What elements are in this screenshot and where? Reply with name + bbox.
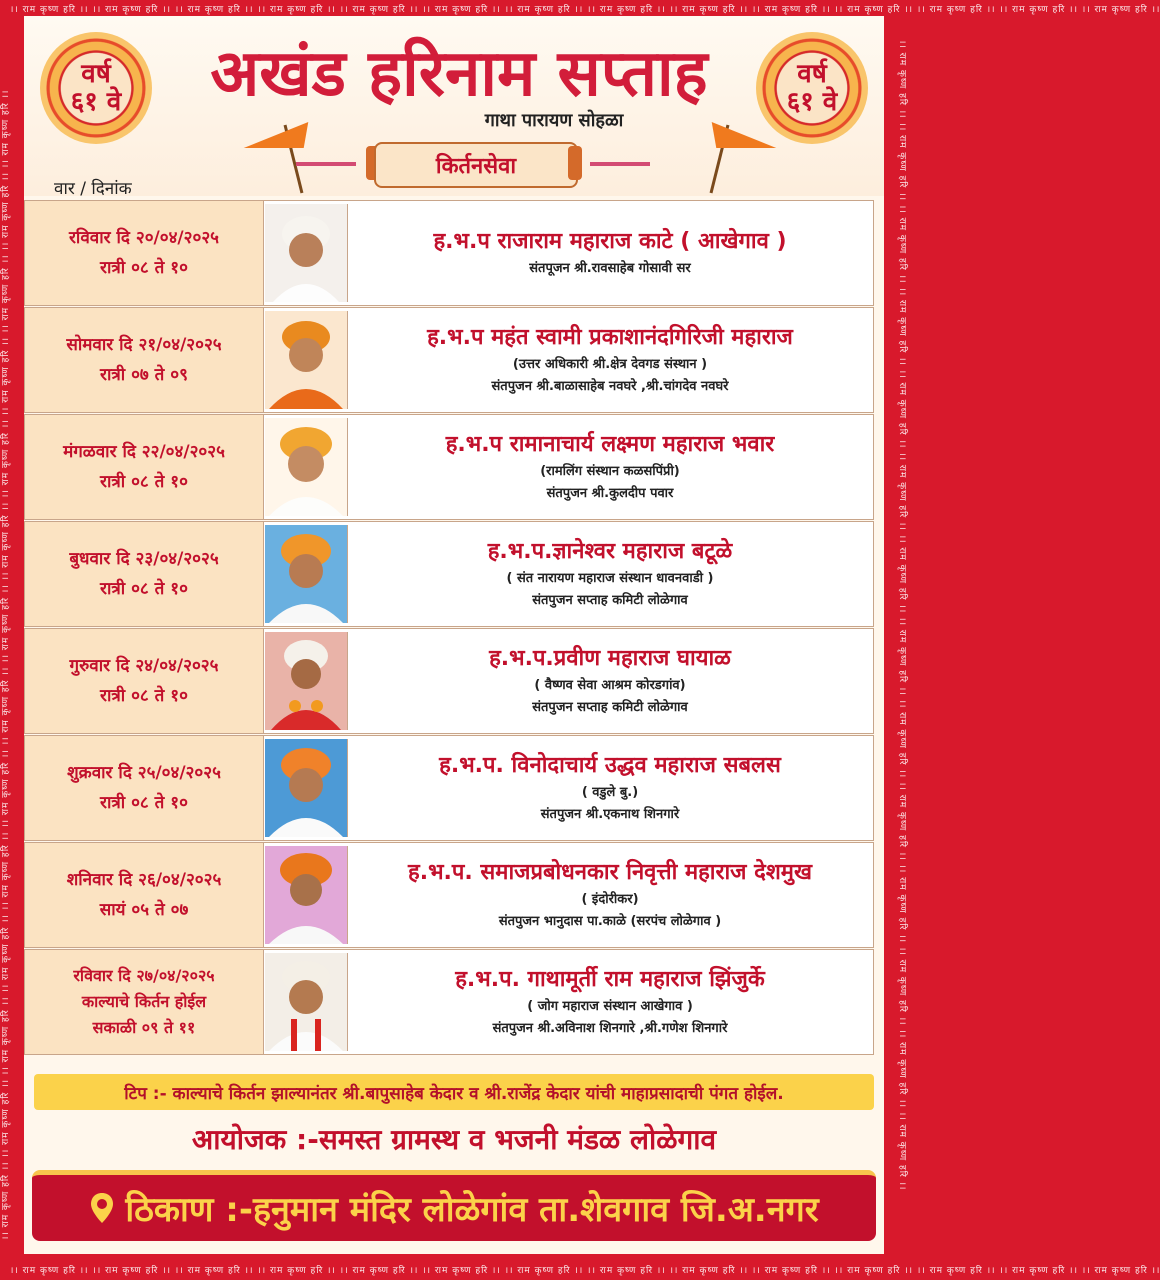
border-text-bottom: ।। राम कृष्ण हरि ।। ।। राम कृष्ण हरि ।। ।। राम कृष्ण हरि ।। ।। राम कृष्ण हरि ।। ।। राम कृष्ण हरि ।। ।। राम कृष्ण हरि ।। ।। राम कृष्ण हरि ।। ।। राम कृष्ण हरि ।। ।। राम कृष्ण हरि ।। ।। राम कृष्ण हरि ।। ।। राम कृष्ण हरि ।। ।। राम कृष्ण हरि ।। ।। राम कृष्ण हरि ।। ।। राम कृष्ण हरि ।।: [10, 1266, 1160, 1276]
speaker-info: [349, 522, 871, 626]
pujan-line: संतपुजन श्री.कुलदीप पवार: [546, 486, 674, 501]
speaker-name: ह.भ.प रामानाचार्य लक्ष्मण महाराज भवार: [445, 432, 775, 457]
venue-text: ठिकाण :-हनुमान मंदिर लोळेगांव ता.शेवगाव जि.अ.नगर: [125, 1190, 819, 1230]
day-date: रविवार दि २०/०४/२०२५: [68, 228, 220, 248]
sanstha-line: (उत्तर अधिकारी श्री.क्षेत्र देवगड संस्थान ): [512, 357, 708, 372]
pujan-line: संतपुजन भानुदास पा.काळे (सरपंच लोळेगाव ): [498, 914, 722, 929]
venue-banner: [32, 1170, 876, 1241]
badge-line2: ६१ वे: [786, 87, 838, 117]
speaker-info: [349, 736, 871, 840]
speaker-name: ह.भ.प. विनोदाचार्य उद्धव महाराज सबलस: [439, 753, 781, 778]
schedule-row: [24, 842, 874, 948]
day-date: शनिवार दि २६/०४/२०२५: [66, 870, 222, 890]
speaker-photo: [265, 632, 348, 730]
sanstha-line: ( जोग महाराज संस्थान आखेगाव ): [527, 999, 693, 1014]
schedule-row: [24, 949, 874, 1055]
schedule-row: [24, 307, 874, 413]
schedule-row: [24, 735, 874, 841]
kirtan-seva-scroll: [374, 142, 578, 188]
scroll-end-right: [568, 146, 582, 180]
time: रात्री ०८ ते १०: [100, 472, 188, 492]
pujan-line: संतपुजन श्री.बाळासाहेब नवघरे ,श्री.चांगदेव नवघरे: [491, 379, 729, 394]
speaker-photo: [265, 204, 348, 302]
time: काल्याचे किर्तन होईल: [81, 992, 207, 1011]
speaker-name: ह.भ.प. गाथामूर्ती राम महाराज झिंजुर्के: [455, 967, 765, 992]
day-date: शुक्रवार दि २५/०४/२०२५: [67, 763, 221, 783]
speaker-photo: [265, 953, 348, 1051]
speaker-info: [349, 201, 871, 305]
pujan-line: संतपुजन सप्ताह कमिटी लोळेगाव: [532, 593, 688, 608]
day-date: सोमवार दि २१/०४/२०२५: [66, 335, 222, 355]
divider-right: [590, 162, 650, 166]
time-extra: सकाळी ०९ ते ११: [92, 1018, 196, 1037]
time: रात्री ०८ ते १०: [100, 579, 188, 599]
day-date: गुरुवार दि २४/०४/२०२५: [69, 656, 219, 676]
speaker-info: [349, 415, 871, 519]
speaker-info: [349, 629, 871, 733]
organizer-line: आयोजक :-समस्त ग्रामस्थ व भजनी मंडळ लोळेगाव: [191, 1123, 717, 1156]
badge-line1: वर्ष: [797, 59, 827, 89]
date-column-header: वार / दिनांक: [54, 179, 132, 199]
day-date: रविवार दि २७/०४/२०२५: [73, 966, 215, 985]
note-banner: टिप :- काल्याचे किर्तन झाल्यानंतर श्री.बापुसाहेब केदार व श्री.राजेंद्र केदार यांची माहाप्रसादाची पंगत होईल.: [34, 1074, 874, 1110]
time: रात्री ०८ ते १०: [100, 686, 188, 706]
pujan-line: संतपुजन श्री.अविनाश शिनगारे ,श्री.गणेश शिनगारे: [492, 1021, 728, 1036]
page-title: अखंड हरिनाम सप्ताह: [210, 36, 708, 111]
border-text-left: ।। राम कृष्ण हरि ।। ।। राम कृष्ण हरि ।। ।। राम कृष्ण हरि ।। ।। राम कृष्ण हरि ।। ।। राम कृष्ण हरि ।। ।। राम कृष्ण हरि ।। ।। राम कृष्ण हरि ।। ।। राम कृष्ण हरि ।। ।। राम कृष्ण हरि ।। ।। राम कृष्ण हरि ।। ।। राम कृष्ण हरि ।। ।। राम कृष्ण हरि ।। ।। राम कृष्ण हरि ।। ।। राम कृष्ण हरि ।।: [1, 89, 11, 1240]
date-cell: [25, 201, 264, 305]
time: रात्री ०७ ते ०९: [100, 365, 188, 385]
sanstha-line: ( वडुले बु.): [581, 785, 639, 800]
badge-line1: वर्ष: [81, 59, 111, 89]
pujan-line: संतपुजन श्री.एकनाथ शिनगारे: [540, 807, 680, 822]
speaker-name: ह.भ.प महंत स्वामी प्रकाशानंदगिरिजी महाराज: [427, 325, 793, 350]
sanstha-line: (रामलिंग संस्थान कळसपिंप्री): [540, 464, 680, 479]
time: सायं ०५ ते ०७: [99, 900, 189, 920]
page-subtitle: गाथा पारायण सोहळा: [484, 110, 624, 131]
year-badge-left: [40, 32, 152, 144]
saffron-flag-left-icon: [244, 122, 309, 148]
sanstha-line: ( संत नारायण महाराज संस्थान धावनवाडी ): [506, 571, 714, 586]
speaker-info: [349, 843, 871, 947]
border-text-top: ।। राम कृष्ण हरि ।। ।। राम कृष्ण हरि ।। ।। राम कृष्ण हरि ।। ।। राम कृष्ण हरि ।। ।। राम कृष्ण हरि ।। ।। राम कृष्ण हरि ।। ।। राम कृष्ण हरि ।। ।। राम कृष्ण हरि ।। ।। राम कृष्ण हरि ।। ।। राम कृष्ण हरि ।। ।। राम कृष्ण हरि ।। ।। राम कृष्ण हरि ।। ।। राम कृष्ण हरि ।। ।। राम कृष्ण हरि ।।: [10, 5, 1160, 15]
sanstha-line: ( वैष्णव सेवा आश्रम कोरडगांव): [534, 678, 686, 693]
speaker-photo: [265, 739, 348, 837]
sanstha-line: ( इंदोरीकर): [581, 892, 639, 907]
schedule-row: [24, 628, 874, 734]
schedule-row: [24, 521, 874, 627]
date-cell: [25, 950, 264, 1054]
speaker-photo: [265, 525, 348, 623]
speaker-info: [349, 308, 871, 412]
divider-left: [296, 162, 356, 166]
speaker-photo: [265, 418, 348, 516]
speaker-name: ह.भ.प.प्रवीण महाराज घायाळ: [489, 646, 731, 671]
pujan-line: संतपूजन श्री.रावसाहेब गोसावी सर: [529, 261, 691, 276]
time: रात्री ०८ ते १०: [100, 793, 188, 813]
date-cell: [25, 736, 264, 840]
time: रात्री ०८ ते १०: [100, 258, 188, 278]
speaker-photo: [265, 311, 348, 409]
schedule-row: [24, 414, 874, 520]
date-cell: [25, 843, 264, 947]
poster: [24, 16, 884, 1254]
header: [24, 16, 884, 199]
speaker-name: ह.भ.प राजाराम महाराज काटे ( आखेगाव ): [433, 229, 787, 254]
date-cell: [25, 522, 264, 626]
speaker-info: [349, 950, 871, 1054]
saffron-flag-right-icon: [712, 122, 777, 148]
date-cell: [25, 629, 264, 733]
border-text-right: ।। राम कृष्ण हरि ।। ।। राम कृष्ण हरि ।। ।। राम कृष्ण हरि ।। ।। राम कृष्ण हरि ।। ।। राम कृष्ण हरि ।। ।। राम कृष्ण हरि ।। ।। राम कृष्ण हरि ।। ।। राम कृष्ण हरि ।। ।। राम कृष्ण हरि ।। ।। राम कृष्ण हरि ।। ।। राम कृष्ण हरि ।। ।। राम कृष्ण हरि ।। ।। राम कृष्ण हरि ।। ।। राम कृष्ण हरि ।।: [897, 40, 907, 1191]
day-date: मंगळवार दि २२/०४/२०२५: [63, 442, 225, 462]
day-date: बुधवार दि २३/०४/२०२५: [69, 549, 219, 569]
badge-line2: ६१ वे: [70, 87, 122, 117]
speaker-photo: [265, 846, 348, 944]
date-cell: [25, 308, 264, 412]
schedule-row: [24, 200, 874, 306]
pujan-line: संतपुजन सप्ताह कमिटी लोळेगाव: [532, 700, 688, 715]
date-cell: [25, 415, 264, 519]
scroll-label: किर्तनसेवा: [435, 154, 517, 179]
speaker-name: ह.भ.प.ज्ञानेश्वर महाराज बटूळे: [487, 539, 733, 564]
speaker-name: ह.भ.प. समाजप्रबोधनकार निवृत्ती महाराज देशमुख: [408, 860, 812, 885]
location-pin-icon: [89, 1192, 115, 1224]
